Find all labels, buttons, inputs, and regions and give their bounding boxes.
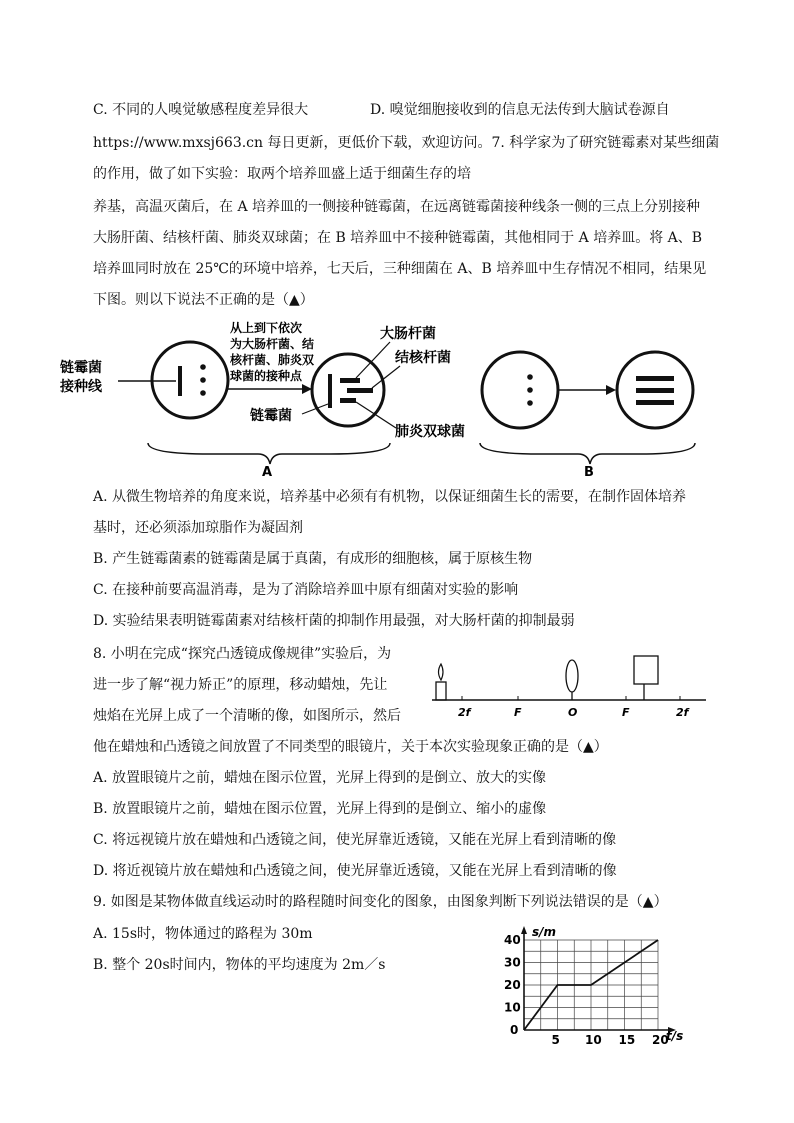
label-ecoli: 大肠杆菌 bbox=[380, 326, 436, 342]
distance-time-chart bbox=[500, 922, 700, 1050]
x-tick-label: 20 bbox=[652, 1033, 669, 1047]
q9-option-b: B. 整个 20s时间内，物体的平均速度为 2m／s bbox=[93, 957, 386, 973]
candle bbox=[436, 682, 446, 700]
x-tick-label: 15 bbox=[618, 1033, 636, 1047]
tick-2f-left: 2f bbox=[458, 706, 471, 719]
light-screen bbox=[634, 656, 658, 684]
q7-line-6: 下图。则以下说法不正确的是（▲） bbox=[93, 292, 314, 308]
flame bbox=[439, 664, 444, 680]
q8-option-b: B. 放置眼镜片之前，蜡烛在图示位置，光屏上得到的是倒立、缩小的虚像 bbox=[93, 801, 547, 817]
x-tick-label: 5 bbox=[551, 1033, 560, 1047]
q8-line-2: 进一步了解“视力矫正”的原理，移动蜡烛，先让 bbox=[93, 677, 388, 693]
convex-lens bbox=[566, 660, 578, 692]
q6-option-c: C. 不同的人嗅觉敏感程度差异很大 bbox=[93, 102, 309, 118]
q7-line-4: 大肠肝菌、结核杆菌、肺炎双球菌；在 B 培养皿中不接种链霉菌，其他相同于 A 培养皿。将 A、B bbox=[93, 230, 703, 246]
tick-o: O bbox=[568, 706, 578, 719]
tick-f-left: F bbox=[514, 706, 522, 719]
y-tick-label: 20 bbox=[504, 978, 521, 992]
q7-option-d: D. 实验结果表明链霉菌素对结核杆菌的抑制作用最强，对大肠杆菌的抑制最弱 bbox=[93, 613, 575, 629]
x-axis-label: t/s bbox=[666, 1029, 684, 1043]
source-line: https://www.mxsj663.cn 每日更新，更低价下载，欢迎访问。7. 科学家为了研究链霉素对某些细菌 bbox=[93, 135, 720, 151]
q7-option-a-1: A. 从微生物培养的角度来说，培养基中必须有有机物，以保证细菌生长的需要，在制作固体培养 bbox=[93, 489, 687, 505]
note-line-2: 为大肠杆菌、结 bbox=[230, 337, 315, 351]
q7-option-a-2: 基时，还必须添加琼脂作为凝固剂 bbox=[93, 520, 303, 536]
label-fungus-line: 链霉菌 bbox=[60, 360, 102, 376]
q9-line-1: 9. 如图是某物体做直线运动时的路程随时间变化的图象，由图象判断下列说法错误的是（▲） bbox=[93, 894, 668, 910]
q7-line-5: 培养皿同时放在 25℃的环境中培养，七天后，三种细菌在 A、B 培养皿中生存情况不相同，结果见 bbox=[93, 261, 707, 277]
dish-b-before bbox=[482, 352, 558, 428]
y-tick-label: 30 bbox=[504, 955, 521, 970]
tick-2f-right: 2f bbox=[676, 706, 689, 719]
q7-option-b: B. 产生链霉菌素的链霉菌是属于真菌，有成形的细胞核，属于原核生物 bbox=[93, 551, 533, 567]
dish-a-before bbox=[152, 342, 228, 418]
y-axis-arrow bbox=[521, 926, 527, 934]
note-line-1: 从上到下依次 bbox=[230, 321, 303, 335]
y-axis-label: s/m bbox=[532, 925, 557, 939]
group-label-a: A bbox=[262, 465, 273, 480]
q6-option-d: D. 嗅觉细胞接收到的信息无法传到大脑试卷源自 bbox=[370, 102, 670, 118]
group-label-b: B bbox=[584, 465, 594, 480]
q8-line-1: 8. 小明在完成“探究凸透镜成像规律”实验后，为 bbox=[93, 646, 392, 662]
tick-f-right: F bbox=[622, 706, 630, 719]
q7-option-c: C. 在接种前要高温消毒，是为了消除培养皿中原有细菌对实验的影响 bbox=[93, 582, 519, 598]
optical-bench-figure bbox=[430, 652, 710, 726]
note-line-3: 核杆菌、肺炎双 bbox=[230, 353, 315, 367]
q8-line-4: 他在蜡烛和凸透镜之间放置了不同类型的眼镜片，关于本次实验现象正确的是（▲） bbox=[93, 739, 608, 755]
q8-option-a: A. 放置眼镜片之前，蜡烛在图示位置，光屏上得到的是倒立、放大的实像 bbox=[93, 770, 547, 786]
label-pneumo: 肺炎双球菌 bbox=[395, 424, 465, 440]
label-fungus: 链霉菌 bbox=[250, 408, 292, 424]
x-tick-label: 10 bbox=[585, 1033, 602, 1047]
note-line-4: 球菌的接种点 bbox=[230, 369, 303, 383]
q7-line-2: 的作用，做了如下实验：取两个培养皿盛上适于细菌生存的培 bbox=[93, 166, 471, 182]
q8-option-d: D. 将近视镜片放在蜡烛和凸透镜之间，使光屏靠近透镜，又能在光屏上看到清晰的像 bbox=[93, 863, 617, 879]
label-tb: 结核杆菌 bbox=[395, 350, 451, 366]
q8-option-c: C. 将远视镜片放在蜡烛和凸透镜之间，使光屏靠近透镜，又能在光屏上看到清晰的像 bbox=[93, 832, 617, 848]
q7-line-3: 养基，高温灭菌后，在 A 培养皿的一侧接种链霉菌，在远离链霉菌接种线条一侧的三点上分别接种 bbox=[93, 199, 701, 215]
origin-label: 0 bbox=[510, 1023, 519, 1037]
y-tick-label: 10 bbox=[504, 1000, 521, 1015]
y-tick-label: 40 bbox=[504, 933, 521, 947]
q8-line-3: 烛焰在光屏上成了一个清晰的像，如图所示，然后 bbox=[93, 708, 401, 724]
petri-dish-figure bbox=[60, 318, 710, 480]
q9-option-a: A. 15s时，物体通过的路程为 30m bbox=[93, 926, 313, 942]
label-fungus-line-2: 接种线 bbox=[60, 379, 102, 395]
